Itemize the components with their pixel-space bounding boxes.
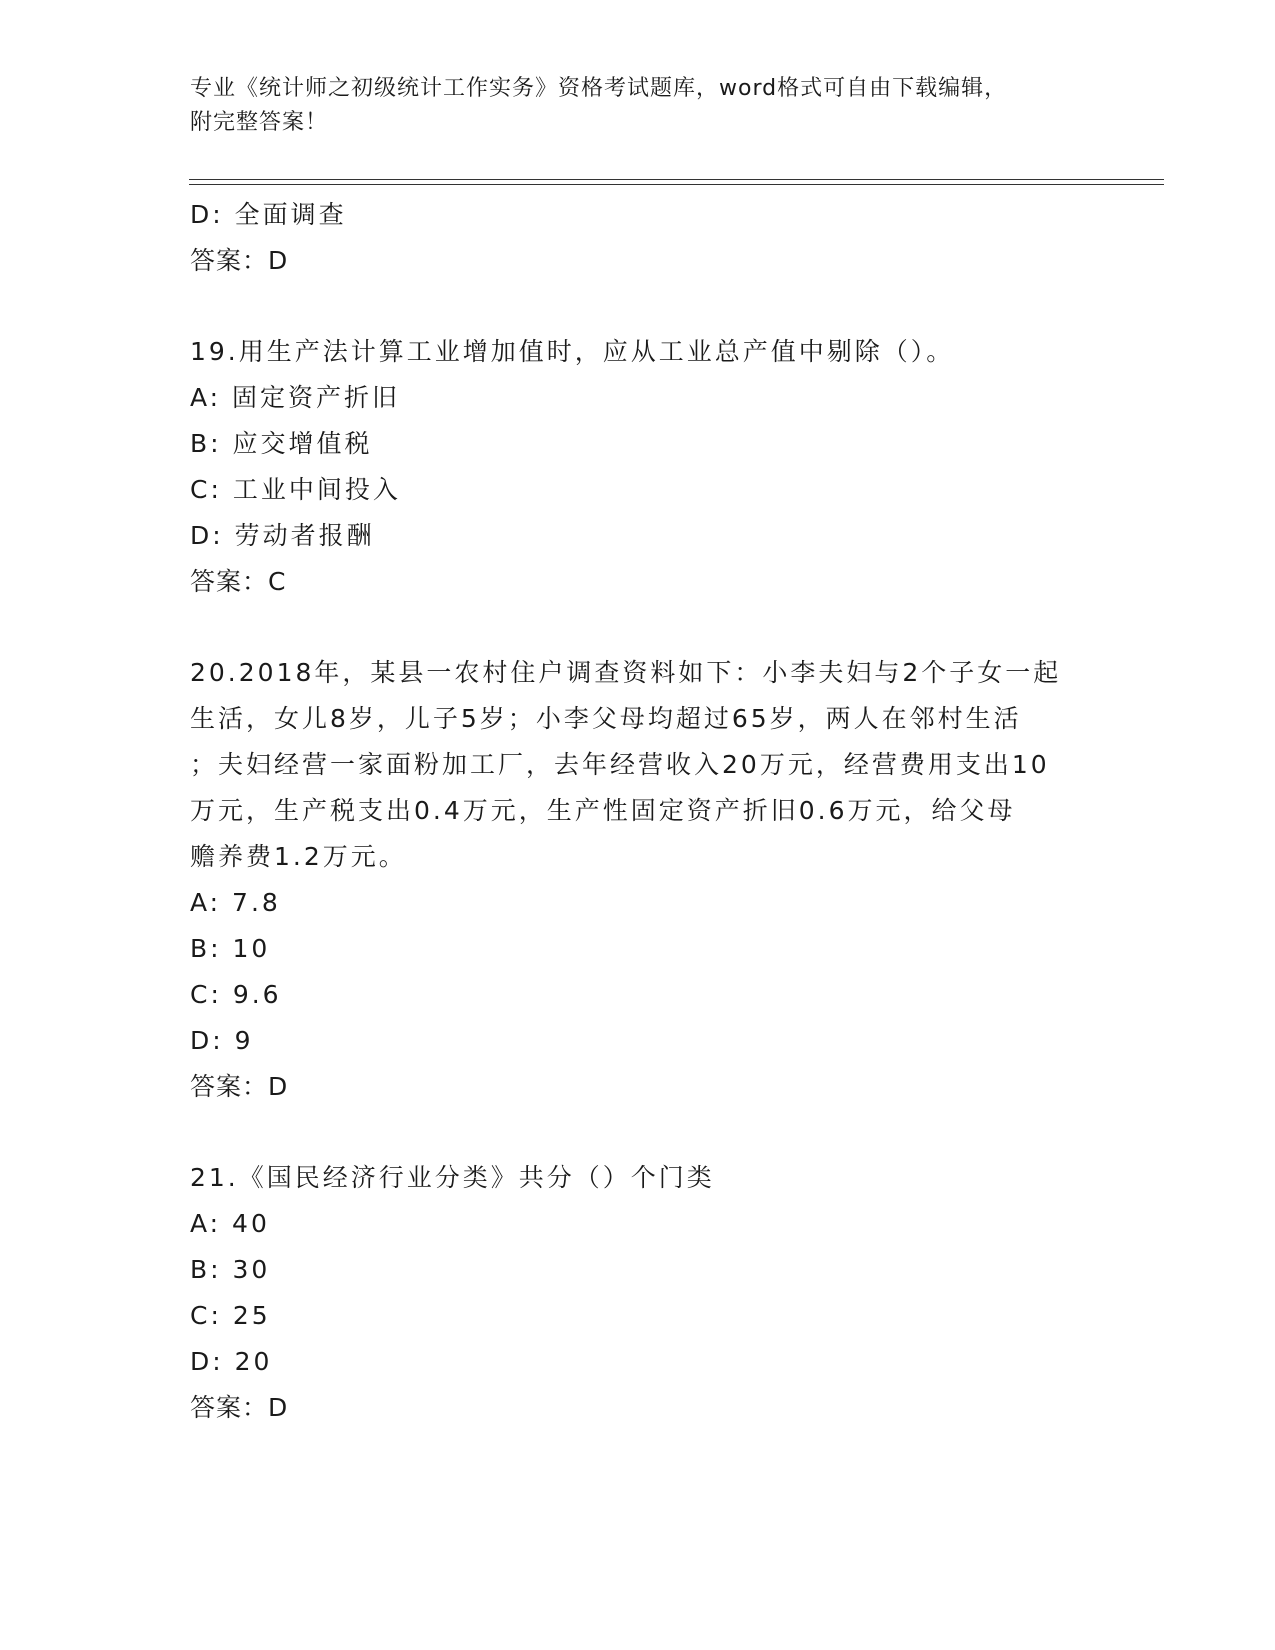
- option-a: A: 40: [190, 1209, 270, 1238]
- answer: 答案：C: [190, 567, 287, 596]
- answer: 答案：D: [190, 1072, 289, 1101]
- option-b: B: 10: [190, 934, 271, 963]
- option-a: A: 固定资产折旧: [190, 383, 401, 412]
- question-list: [190, 192, 1110, 1431]
- option-d: D: 20: [190, 1347, 273, 1376]
- header-divider-bottom: [189, 184, 1164, 185]
- answer: 答案：D: [190, 1393, 289, 1422]
- option-a: A: 7.8: [190, 888, 281, 917]
- question-stem: 21.《国民经济行业分类》共分（）个门类: [190, 1163, 715, 1192]
- stem-line: ；夫妇经营一家面粉加工厂，去年经营收入20万元，经营费用支出10: [190, 750, 1050, 779]
- option-c: C: 9.6: [190, 980, 282, 1009]
- header-line-1: 专业《统计师之初级统计工作实务》资格考试题库，word格式可自由下载编辑，: [190, 76, 1008, 101]
- option-d: D: 9: [190, 1026, 254, 1055]
- option-c: C: 25: [190, 1301, 271, 1330]
- header-line-2: 附完整答案！: [190, 110, 329, 135]
- option-b: B: 30: [190, 1255, 271, 1284]
- option-d: D: 全面调查: [190, 200, 347, 229]
- stem-line: 20.2018年，某县一农村住户调查资料如下：小李夫妇与2个子女一起: [190, 658, 1062, 687]
- option-b: B: 应交增值税: [190, 429, 373, 458]
- option-d: D: 劳动者报酬: [190, 521, 375, 550]
- question-21: [190, 1155, 1110, 1431]
- question-stem: [190, 650, 1110, 880]
- question-stem: 19.用生产法计算工业增加值时，应从工业总产值中剔除（）。: [190, 337, 955, 366]
- document-header: [190, 72, 1090, 140]
- header-divider-top: [189, 179, 1164, 180]
- stem-line: 生活，女儿8岁，儿子5岁；小李父母均超过65岁，两人在邻村生活: [190, 704, 1022, 733]
- option-c: C: 工业中间投入: [190, 475, 401, 504]
- question-19: [190, 329, 1110, 605]
- answer: 答案：D: [190, 246, 289, 275]
- previous-question-tail: [190, 192, 1110, 284]
- stem-line: 赡养费1.2万元。: [190, 842, 407, 871]
- question-20: [190, 650, 1110, 1110]
- stem-line: 万元，生产税支出0.4万元，生产性固定资产折旧0.6万元，给父母: [190, 796, 1016, 825]
